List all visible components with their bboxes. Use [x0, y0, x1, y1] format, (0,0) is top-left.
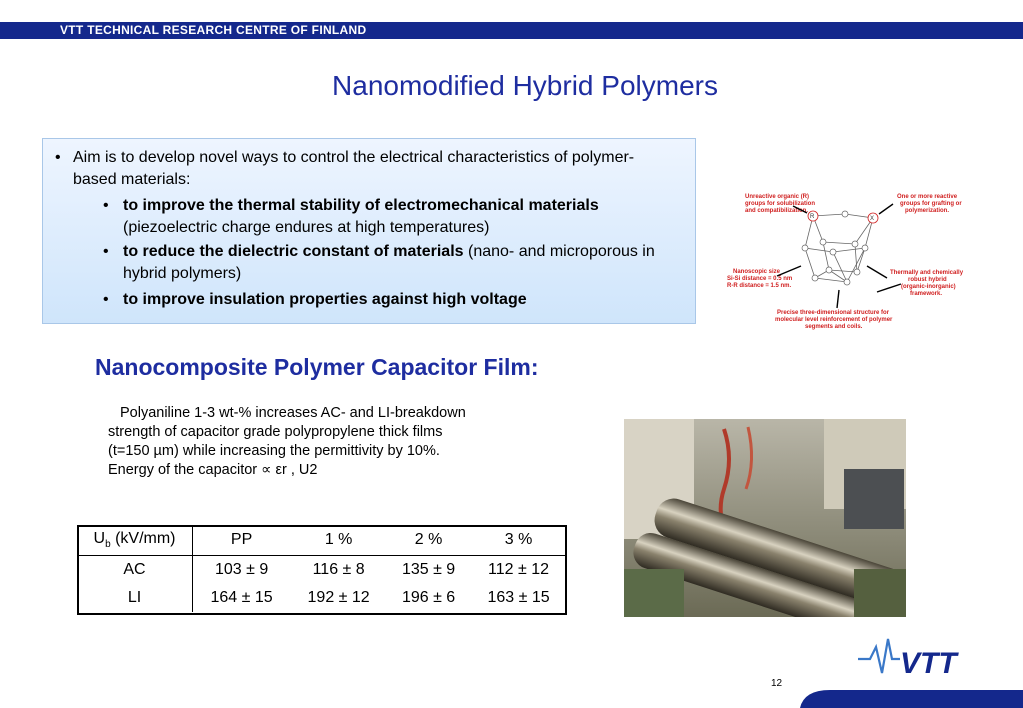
aim-sub-item-2-bold: to reduce the dielectric constant of materials	[123, 243, 464, 260]
table-cell: 196 ± 6	[401, 589, 456, 606]
diagram-label-unreactive-2: groups for solubilization	[745, 201, 815, 207]
aim-sub-item-2	[123, 241, 683, 285]
diagram-label-unreactive-1: Unreactive organic (R)	[745, 194, 810, 200]
page-number: 12	[771, 678, 783, 689]
bullet-icon: •	[55, 149, 61, 166]
table-corner-cell	[77, 525, 193, 556]
table-corner-unit: (kV/mm)	[110, 529, 176, 547]
poss-structure-diagram	[705, 186, 975, 336]
aim-sub-item-1	[123, 195, 683, 239]
table-cell: 163 ± 15	[487, 589, 550, 606]
table-cell: 116 ± 8	[312, 561, 365, 578]
capacitor-description	[108, 404, 488, 480]
table-col-header: 2 %	[387, 525, 470, 556]
diagram-label-reactive-1: One or more reactive	[897, 194, 958, 200]
table-row-label: LI	[77, 584, 193, 612]
footer-swoosh	[800, 680, 1023, 708]
breakdown-table	[77, 525, 567, 612]
diagram-label-precise-1: Precise three-dimensional structure for	[777, 310, 890, 316]
table-cell: 164 ± 15	[210, 589, 273, 606]
table-header-row	[77, 525, 567, 556]
table-corner-sub: b	[105, 539, 111, 551]
bullet-icon: •	[103, 197, 109, 214]
diagram-label-precise-3: segments and coils.	[805, 324, 863, 330]
vtt-logo	[856, 633, 980, 681]
aims-box	[42, 138, 696, 324]
diagram-node-r: R	[810, 214, 815, 220]
diagram-label-robust-4: framework.	[910, 291, 943, 297]
table-cell: 112 ± 12	[488, 561, 550, 578]
table-cell: 135 ± 9	[401, 561, 456, 578]
diagram-label-precise-2: molecular level reinforcement of polymer	[775, 317, 893, 323]
bullet-icon: •	[103, 243, 109, 260]
capacitor-description-text: Polyaniline 1-3 wt-% increases AC- and LI-breakdown strength of capacitor grade polypropylene thick films (t=150 µm) while increasing the permittivity by 10%. Energy of the capacitor ∝ εr , U2	[108, 405, 466, 478]
capacitor-film-machine-photo	[624, 419, 906, 617]
diagram-label-robust-1: Thermally and chemically	[890, 270, 964, 276]
vtt-logo-text: VTT	[900, 647, 957, 680]
aim-sub-item-3	[123, 289, 683, 311]
table-row-label: AC	[77, 556, 193, 585]
header-org-name: VTT TECHNICAL RESEARCH CENTRE OF FINLAND	[60, 23, 367, 37]
subheading: Nanocomposite Polymer Capacitor Film:	[95, 354, 539, 380]
diagram-label-nanoscopic-2: Si-Si distance = 0.5 nm	[727, 276, 793, 282]
header-bar	[0, 22, 1023, 39]
bullet-icon: •	[103, 291, 109, 308]
table-col-header: PP	[193, 525, 291, 556]
table-row	[77, 584, 567, 612]
aim-sub-item-1-rest: (piezoelectric charge endures at high temperatures)	[123, 219, 490, 236]
diagram-label-robust-3: (organic-inorganic)	[901, 284, 956, 290]
diagram-label-nanoscopic-3: R-R distance = 1.5 nm.	[727, 283, 792, 289]
diagram-node-x: X	[870, 216, 875, 222]
diagram-label-reactive-2: groups for grafting or	[900, 201, 962, 207]
table-col-header: 3 %	[470, 525, 567, 556]
diagram-label-unreactive-3: and compatibilization.	[745, 208, 809, 214]
aim-sub-item-1-bold: to improve the thermal stability of electromechanical materials	[123, 197, 599, 214]
table-row	[77, 556, 567, 585]
table-cell: 192 ± 12	[307, 589, 370, 606]
table-cell: 103 ± 9	[214, 561, 269, 578]
diagram-label-robust-2: robust hybrid	[908, 277, 947, 283]
slide-title: Nanomodified Hybrid Polymers	[332, 70, 718, 101]
diagram-label-reactive-3: polymerization.	[905, 208, 950, 214]
diagram-label-nanoscopic-1: Nanoscopic size	[733, 269, 781, 275]
aim-sub-item-2-rest: (nano- and microporous in hybrid polymers)	[123, 243, 655, 282]
table-corner-symbol: U	[93, 529, 106, 547]
table-col-header: 1 %	[290, 525, 387, 556]
aim-sub-item-3-bold: to improve insulation properties against high voltage	[123, 291, 527, 308]
aim-main-text: Aim is to develop novel ways to control the electrical characteristics of polymer-based materials:	[73, 149, 635, 188]
